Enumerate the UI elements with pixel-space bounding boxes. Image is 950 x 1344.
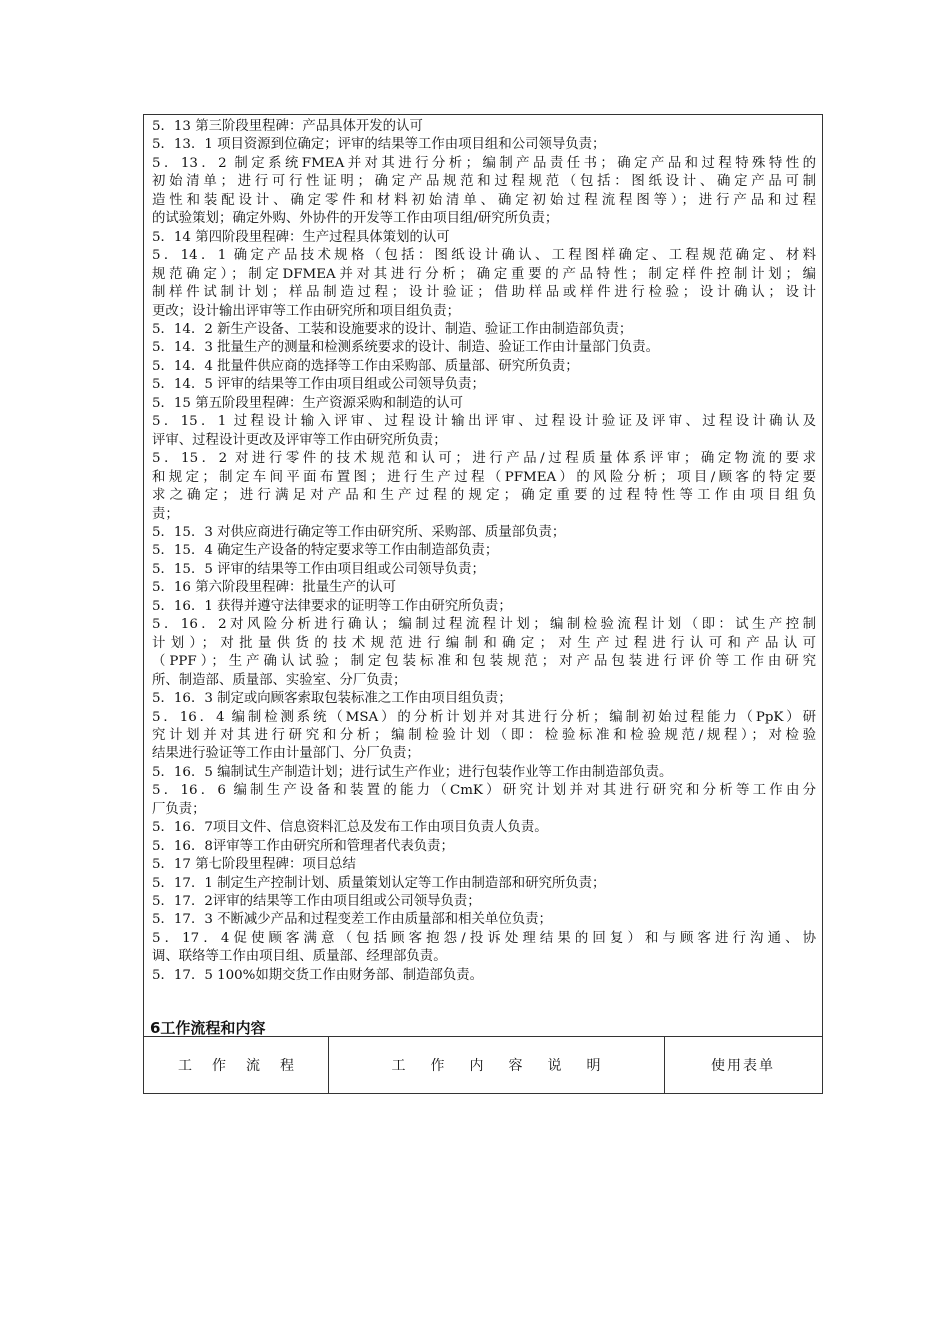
- text-line: 和规定；制定车间平面布置图；进行生产过程（PFMEA）的风险分析；项目/顾客的特定要: [152, 469, 816, 485]
- text-line: 5．16．6 编制生产设备和装置的能力（CmK）研究计划并对其进行研究和分析等工作由分: [152, 783, 816, 799]
- text-line: 5．13 第三阶段里程碑：产品具体开发的认可: [152, 119, 423, 134]
- text-line: 评审、过程设计更改及评审等工作由研究所负责；: [152, 432, 447, 448]
- text-line: 的试验策划；确定外购、外协件的开发等工作由项目组/研究所负责；: [152, 211, 559, 227]
- text-line: 究计划并对其进行研究和分析；编制检验计划（即：检验标准和检验规范/规程）；对检验: [152, 727, 816, 743]
- text-line: 5．15．3 对供应商进行确定等工作由研究所、采购部、质量部负责；: [152, 524, 566, 540]
- text-line: 5．15 第五阶段里程碑：生产资源采购和制造的认可: [152, 395, 464, 411]
- procedure-text: [152, 118, 816, 985]
- text-line: 5．14．2 新生产设备、工装和设施要求的设计、制造、验证工作由制造部负责；: [152, 321, 633, 337]
- text-line: 5．16．8评审等工作由研究所和管理者代表负责；: [152, 838, 454, 854]
- text-line: 所、制造部、质量部、实验室、分厂负责；: [152, 672, 407, 688]
- text-line: 5．14．1 确定产品技术规格（包括：图纸设计确认、工程图样确定、工程规范确定、材料: [152, 248, 816, 264]
- text-line: 5．15．2 对进行零件的技术规范和认可；进行产品/过程质量体系评审；确定物流的要求: [152, 451, 816, 467]
- text-line: 5．15．4 确定生产设备的特定要求等工作由制造部负责；: [152, 543, 499, 559]
- text-line: 造性和装配设计、确定零件和材料初始清单、确定初始过程流程图等）；进行产品和过程: [152, 192, 816, 208]
- text-line: 5．13．1 项目资源到位确定；评审的结果等工作由项目组和公司领导负责；: [152, 137, 606, 153]
- text-line: 5．15．1 过程设计输入评审、过程设计输出评审、过程设计验证及评审、过程设计确认及: [152, 414, 816, 430]
- text-line: 5．16．7项目文件、信息资料汇总及发布工作由项目负责人负责。: [152, 820, 548, 836]
- header-workflow: 工作流程: [178, 1058, 314, 1074]
- header-forms-used: 使用表单: [711, 1058, 775, 1074]
- text-line: 初始清单；进行可行性证明；确定产品规范和过程规范（包括：图纸设计、确定产品可制: [152, 174, 816, 190]
- text-line: 5．15．5 评审的结果等工作由项目组或公司领导负责；: [152, 561, 485, 577]
- text-line: 5．17．4促使顾客满意（包括顾客抱怨/投诉处理结果的回复）和与顾客进行沟通、协: [152, 930, 816, 946]
- text-line: 制样件试制计划；样品制造过程；设计验证；借助样品或样件进行检验；设计确认；设计: [152, 285, 816, 301]
- document-frame: [143, 114, 823, 1094]
- text-line: 5．17．1 制定生产控制计划、质量策划认定等工作由制造部和研究所负责；: [152, 875, 606, 891]
- text-line: 5．14．3 批量生产的测量和检测系统要求的设计、制造、验证工作由计量部门负责。: [152, 340, 660, 356]
- section-title: 6工作流程和内容: [150, 1019, 266, 1037]
- text-line: 5．16 第六阶段里程碑：批量生产的认可: [152, 580, 397, 596]
- text-line: 求之确定；进行满足对产品和生产过程的规定；确定重要的过程特性等工作由项目组负: [152, 488, 816, 504]
- text-line: 5．17．3 不断减少产品和过程变差工作由质量部和相关单位负责；: [152, 912, 552, 928]
- text-line: 5．17．5 100%如期交货工作由财务部、制造部负责。: [152, 967, 484, 983]
- text-line: 调、联络等工作由项目组、质量部、经理部负责。: [152, 949, 447, 965]
- text-line: 5．17 第七阶段里程碑：项目总结: [152, 857, 356, 873]
- text-line: 5．16．5 编制试生产制造计划；进行试生产作业；进行包装作业等工作由制造部负责。: [152, 764, 673, 780]
- text-line: （PPF）；生产确认试验；制定包装标准和包装规范；对产品包装进行评价等工作由研究: [152, 654, 816, 670]
- text-line: 5．16．2对风险分析进行确认；编制过程流程计划；编制检验流程计划（即：试生产控制: [152, 617, 816, 633]
- text-line: 5．14．4 批量件供应商的选择等工作由采购部、质量部、研究所负责；: [152, 358, 579, 374]
- text-line: 5．17．2评审的结果等工作由项目组或公司领导负责；: [152, 894, 481, 910]
- text-line: 5．13．2 制定系统FMEA并对其进行分析；编制产品责任书；确定产品和过程特殊特性的: [152, 155, 816, 171]
- text-line: 厂负责；: [152, 801, 206, 817]
- text-line: 5．16．4 编制检测系统（MSA）的分析计划并对其进行分析；编制初始过程能力（PpK）研: [152, 709, 816, 725]
- text-line: 5．16．1 获得并遵守法律要求的证明等工作由研究所负责；: [152, 598, 512, 614]
- text-line: 5．14．5 评审的结果等工作由项目组或公司领导负责；: [152, 377, 485, 393]
- text-line: 结果进行验证等工作由计量部门、分厂负责；: [152, 746, 420, 762]
- text-line: 更改；设计输出评审等工作由研究所和项目组负责；: [152, 303, 460, 319]
- text-line: 计划）；对批量供货的技术规范进行编制和确定；对生产过程进行认可和产品认可: [152, 635, 816, 651]
- text-line: 5．14 第四阶段里程碑：生产过程具体策划的认可: [152, 229, 450, 245]
- header-work-description: 工作内容说明: [391, 1058, 626, 1074]
- text-line: 责；: [152, 506, 179, 522]
- text-line: 规范确定）；制定DFMEA并对其进行分析；确定重要的产品特性；制定样件控制计划；编: [152, 266, 816, 282]
- text-line: 5．16．3 制定或向顾客索取包装标准之工作由项目组负责；: [152, 691, 512, 707]
